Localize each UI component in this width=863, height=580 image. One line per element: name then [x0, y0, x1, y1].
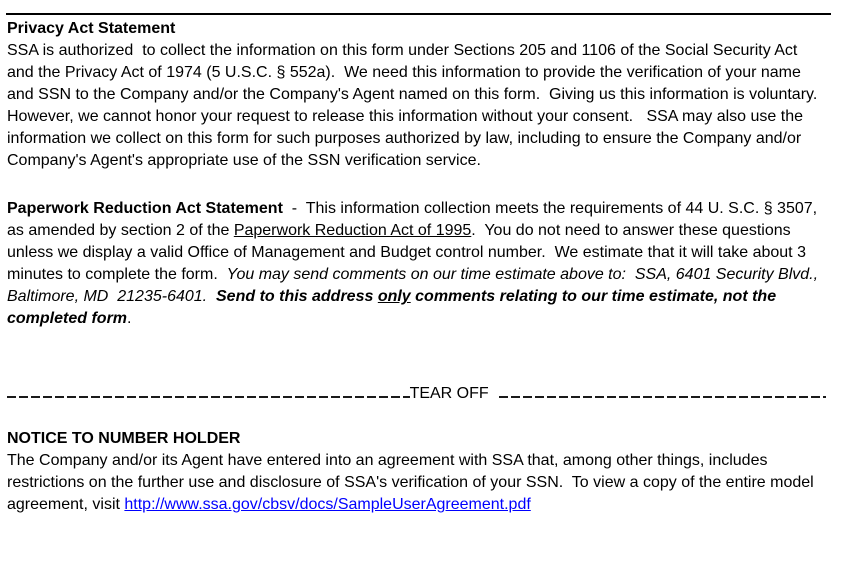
- notice-heading: NOTICE TO NUMBER HOLDER: [7, 430, 241, 447]
- text-run: Paperwork Reduction Act of 1995: [233, 222, 472, 239]
- paperwork-reduction-statement: [7, 198, 826, 330]
- tear-off-dashes-left: [7, 396, 410, 398]
- tear-off-row: [7, 380, 826, 402]
- text-run: . You do not need to answer these questions unless we display a valid Office of Management and Budget control number. We estimate that it will take about 3 minutes to complete the form.: [7, 222, 811, 283]
- text-run: - This information collection meets the requirements of 44 U. S.C. § 3507, as amended by section 2 of the: [7, 200, 822, 239]
- notice-section: [7, 428, 826, 516]
- text-run: The Company and/or its Agent have entered into an agreement with SSA that, among other things, includes restrictions on the further use and disclosure of SSA's verification of your SSN. To view a copy of the entire model agreement, visit: [7, 452, 819, 513]
- text-run: comments relating to our time estimate, not the completed form: [7, 288, 781, 327]
- text-run: [207, 288, 216, 305]
- text-run: Send to this address: [216, 288, 378, 305]
- text-run: only: [377, 288, 411, 305]
- privacy-act-heading: Privacy Act Statement: [7, 20, 176, 37]
- agreement-url-link[interactable]: http://www.ssa.gov/cbsv/docs/SampleUserAgreement.pdf: [124, 496, 531, 513]
- text-run: .: [127, 310, 132, 327]
- notice-body: [7, 450, 826, 516]
- text-run: You may send comments on our time estimate above to: SSA, 6401 Security Blvd., Baltimore, MD 21235-6401.: [7, 266, 823, 305]
- tear-off-dashes-right: [499, 396, 826, 398]
- top-divider-line: [6, 13, 831, 15]
- privacy-act-section: [7, 18, 826, 172]
- text-run: Paperwork Reduction Act Statement: [7, 200, 283, 217]
- privacy-act-body: SSA is authorized to collect the information on this form under Sections 205 and 1106 of the Social Security Act and the Privacy Act of 1974 (5 U.S.C. § 552a). We need this information to provide the verification of your name and SSN to the Company and/or the Company's Agent named on this form. Giving us this information is voluntary. However, we cannot honor your request to release this information without your consent. SSA may also use the information we collect on this form for such purposes authorized by law, including to ensure the Company and/or Company's Agent's appropriate use of the SSN verification service.: [7, 42, 827, 169]
- tear-off-label: TEAR OFF: [409, 385, 489, 402]
